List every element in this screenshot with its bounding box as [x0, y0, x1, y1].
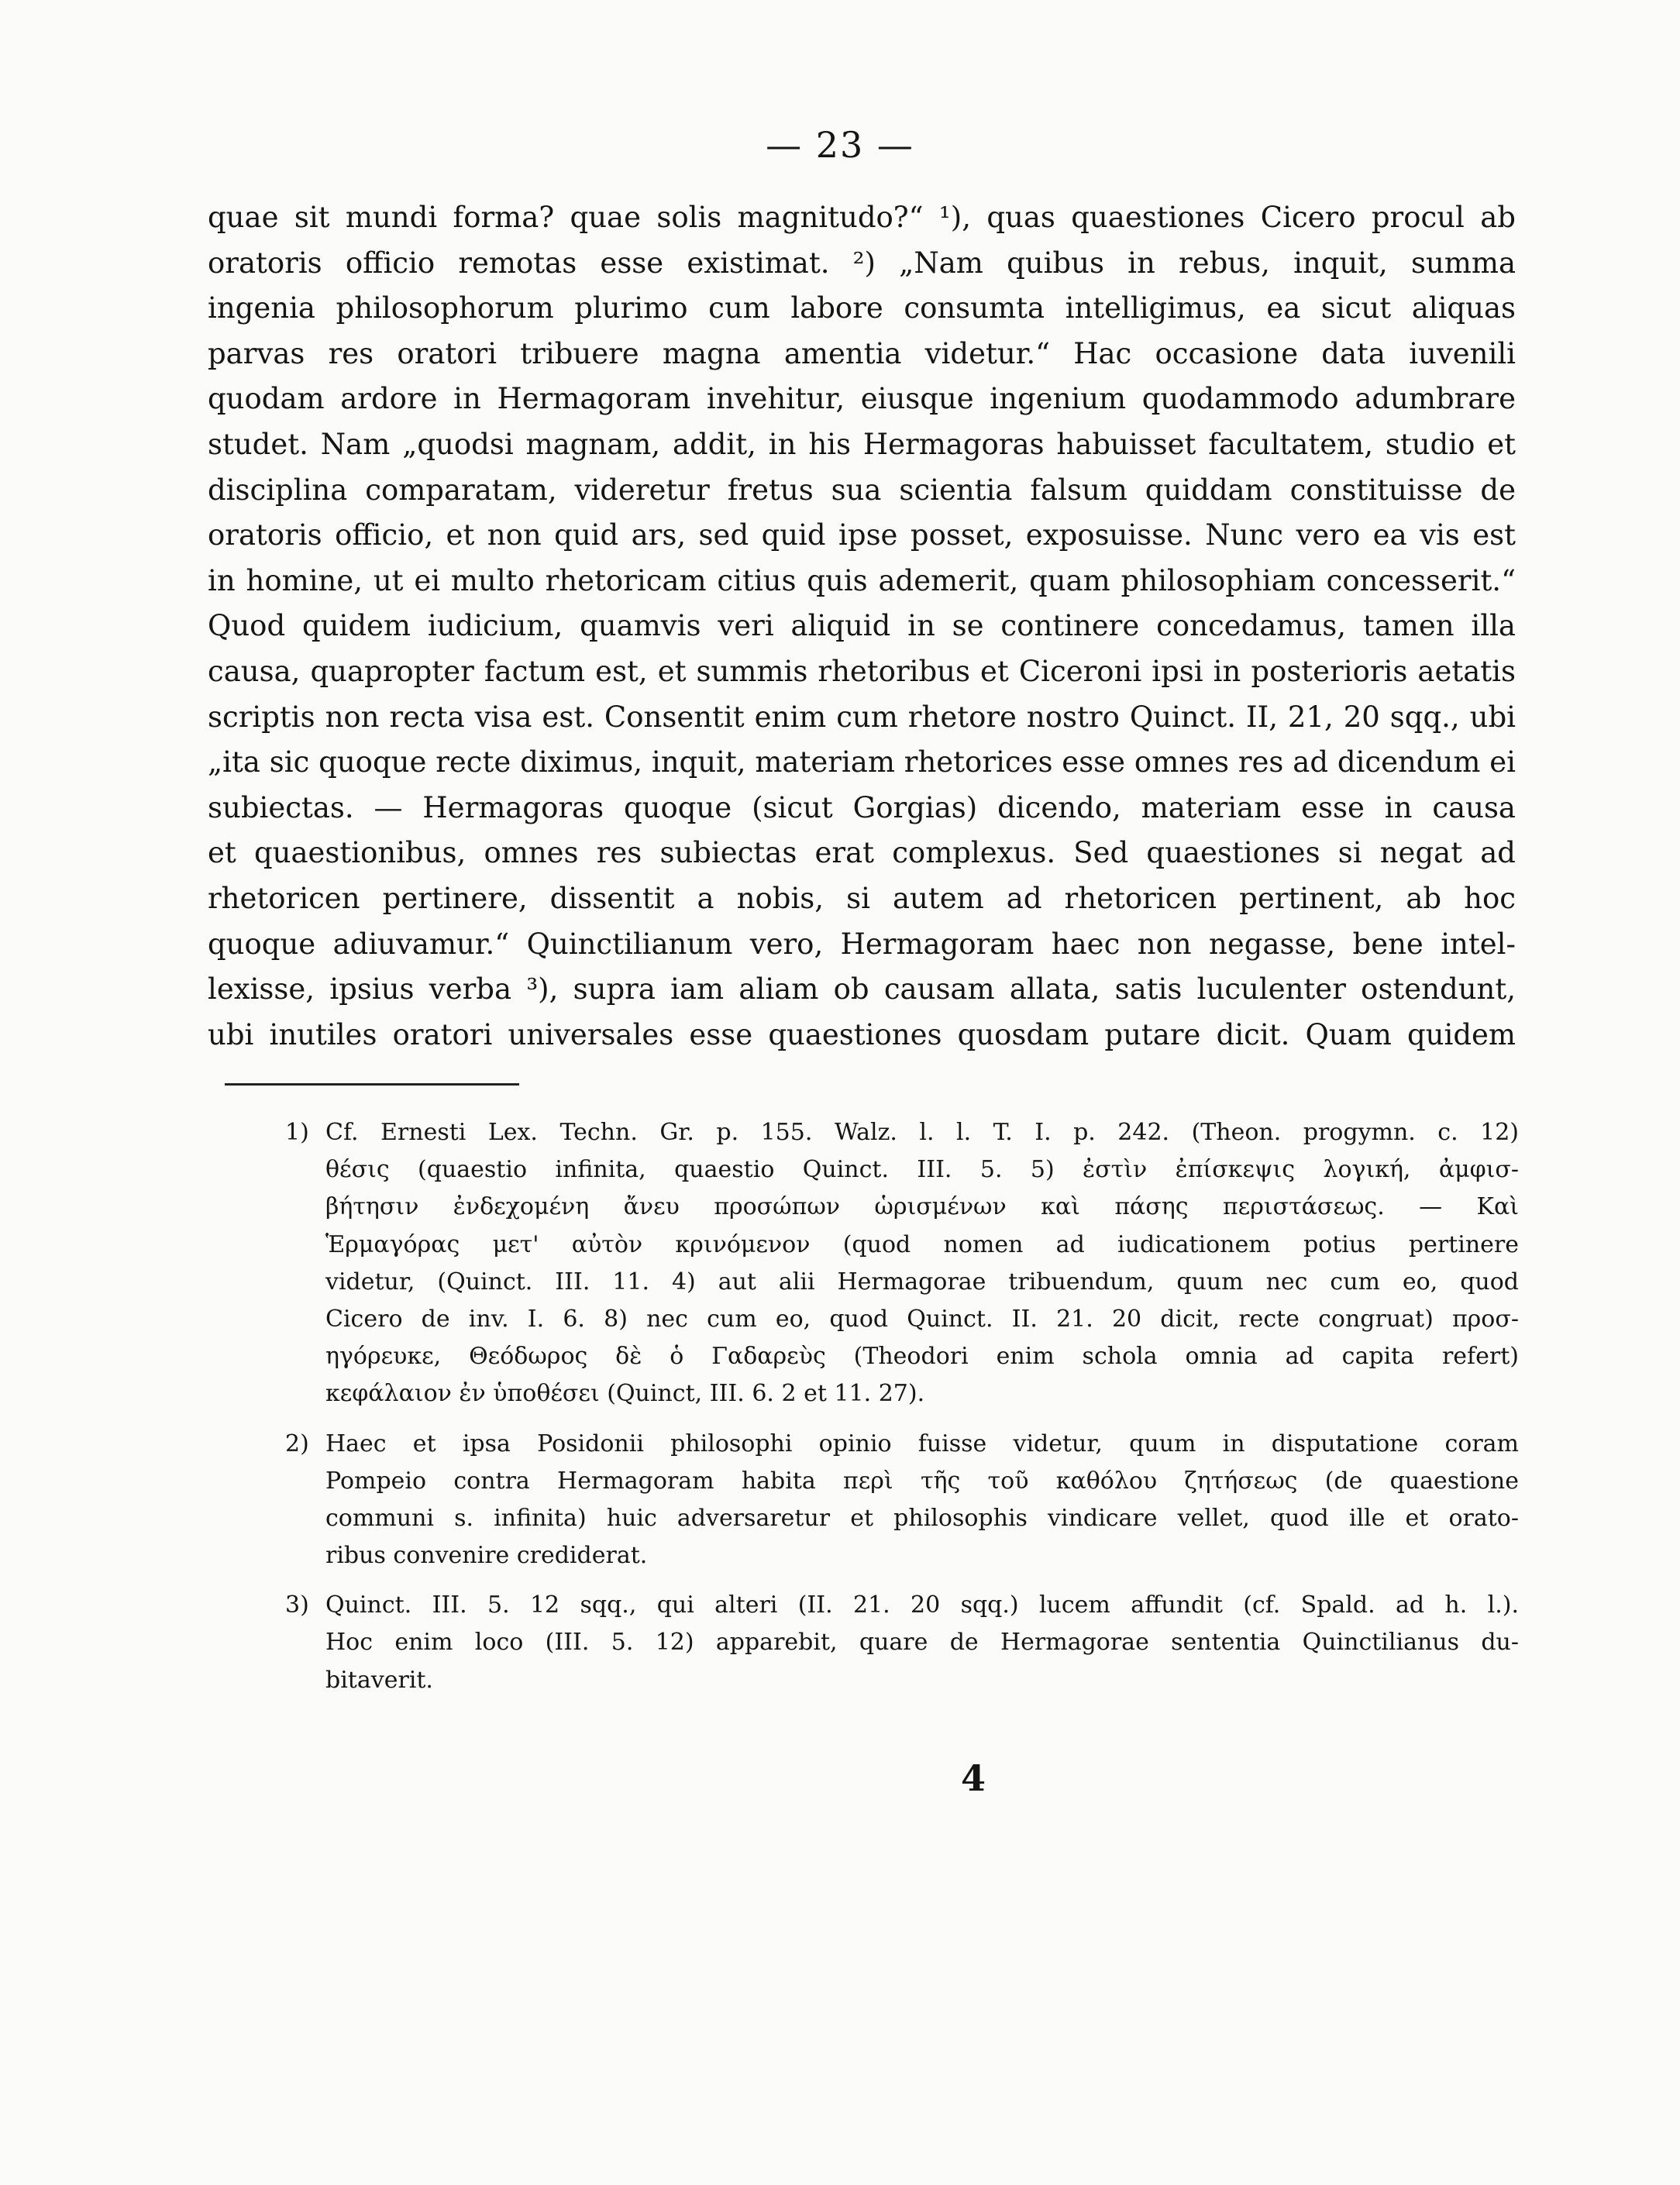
text-line: lexisse, ipsius verba ³), supra iam aliam ob causam allata, satis luculenter ostendunt,: [208, 972, 1516, 1006]
footnote-3: [285, 1587, 1519, 1699]
text-line: rhetoricen pertinere, dissentit a nobis, si autem ad rhetoricen pertinent, ab hoc: [208, 881, 1516, 915]
text-line: ubi inutiles oratori universales esse quaestiones quosdam putare dicit. Quam quidem: [208, 1017, 1516, 1051]
text-line: et quaestionibus, omnes res subiectas erat complexus. Sed quaestiones si negat ad: [208, 836, 1516, 870]
footnote-line: Cf. Ernesti Lex. Techn. Gr. p. 155. Walz. l. l. T. I. p. 242. (Theon. progymn. c. 12): [325, 1119, 1519, 1146]
footnote-separator: [225, 1083, 519, 1086]
text-line: oratoris officio remotas esse existimat. ²) „Nam quibus in rebus, inquit, summa: [208, 246, 1516, 280]
printer-signature: 4: [961, 1757, 986, 1799]
footnote-line: Pompeio contra Hermagoram habita περὶ τῆς τοῦ καθόλου ζητήσεως (de quaestione: [325, 1467, 1519, 1495]
text-line: in homine, ut ei multo rhetoricam citius quis ademerit, quam philosophiam concesserit.“: [208, 563, 1516, 597]
footnote-line: Hoc enim loco (III. 5. 12) apparebit, quare de Hermagorae sententia Quinctilianus du-: [325, 1629, 1519, 1657]
text-line: studet. Nam „quodsi magnam, addit, in his Hermagoras habuisset facultatem, studio et: [208, 427, 1516, 461]
footnote-number: 1): [285, 1119, 309, 1146]
footnote-line: Ἑρμαγόρας μετ' αὐτὸν κρινόμενον (quod nomen ad iudicationem potius pertinere: [325, 1230, 1519, 1258]
text-line: causa, quapropter factum est, et summis rhetoribus et Ciceroni ipsi in posterioris aetatis: [208, 654, 1516, 688]
footnote-number: 2): [285, 1430, 309, 1457]
text-line: disciplina comparatam, videretur fretus sua scientia falsum quiddam constituisse de: [208, 473, 1516, 507]
footnote-line: θέσις (quaestio infinita, quaestio Quinct. III. 5. 5) ἐστὶν ἐπίσκεψις λογική, ἀμφισ-: [325, 1156, 1519, 1184]
text-line: parvas res oratori tribuere magna amentia videtur.“ Hac occasione data iuvenili: [208, 336, 1516, 370]
text-line: „ita sic quoque recte diximus, inquit, materiam rhetorices esse omnes res ad dicendum ei: [208, 745, 1516, 779]
text-line: quodam ardore in Hermagoram invehitur, eiusque ingenium quodammodo adumbrare: [208, 382, 1516, 416]
footnote-line: ribus convenire crediderat.: [325, 1542, 648, 1570]
footnote-line: bitaverit.: [325, 1666, 433, 1694]
footnote-line: Cicero de inv. I. 6. 8) nec cum eo, quod Quinct. II. 21. 20 dicit, recte congruat) προσ-: [325, 1305, 1519, 1333]
footnote-2: [285, 1426, 1519, 1575]
footnote-line: Quinct. III. 5. 12 sqq., qui alteri (II. 21. 20 sqq.) lucem affundit (cf. Spald. ad h. l.).: [325, 1591, 1519, 1619]
text-line: subiectas. — Hermagoras quoque (sicut Gorgias) dicendo, materiam esse in causa: [208, 790, 1516, 824]
text-line: quoque adiuvamur.“ Quinctilianum vero, Hermagoram haec non negasse, bene intel-: [208, 927, 1516, 961]
footnote-line: βήτησιν ἐνδεχομένη ἄνευ προσώπων ὡρισμένων καὶ πάσης περιστάσεως. — Καὶ: [325, 1193, 1519, 1221]
footnote-1: [285, 1114, 1519, 1413]
footnotes: [285, 1114, 1519, 1699]
footnote-number: 3): [285, 1591, 309, 1619]
footnote-line: ηγόρευκε, Θεόδωρος δὲ ὁ Γαδαρεὺς (Theodori enim schola omnia ad capita refert): [325, 1343, 1519, 1371]
text-line: Quod quidem iudicium, quamvis veri aliquid in se continere concedamus, tamen illa: [208, 609, 1516, 643]
footnote-line: communi s. infinita) huic adversaretur et philosophis vindicare vellet, quod ille et orato-: [325, 1504, 1519, 1532]
footnote-line: videtur, (Quinct. III. 11. 4) aut alii Hermagorae tribuendum, quum nec cum eo, quod: [325, 1268, 1519, 1296]
text-line: ingenia philosophorum plurimo cum labore consumta intelligimus, ea sicut aliquas: [208, 291, 1516, 325]
footnote-line: Haec et ipsa Posidonii philosophi opinio fuisse videtur, quum in disputatione coram: [325, 1430, 1519, 1457]
text-line: oratoris officio, et non quid ars, sed quid ipse posset, exposuisse. Nunc vero ea vis est: [208, 518, 1516, 552]
main-text: [208, 195, 1516, 1058]
text-line: scriptis non recta visa est. Consentit enim cum rhetore nostro Quinct. II, 21, 20 sqq., ubi: [208, 700, 1516, 734]
footnote-line: κεφάλαιον ἐν ὑποθέσει (Quinct, III. 6. 2 et 11. 27).: [325, 1380, 925, 1408]
text-line: quae sit mundi forma? quae solis magnitudo?“ ¹), quas quaestiones Cicero procul ab: [208, 201, 1516, 234]
page-number: — 23 —: [766, 124, 914, 166]
